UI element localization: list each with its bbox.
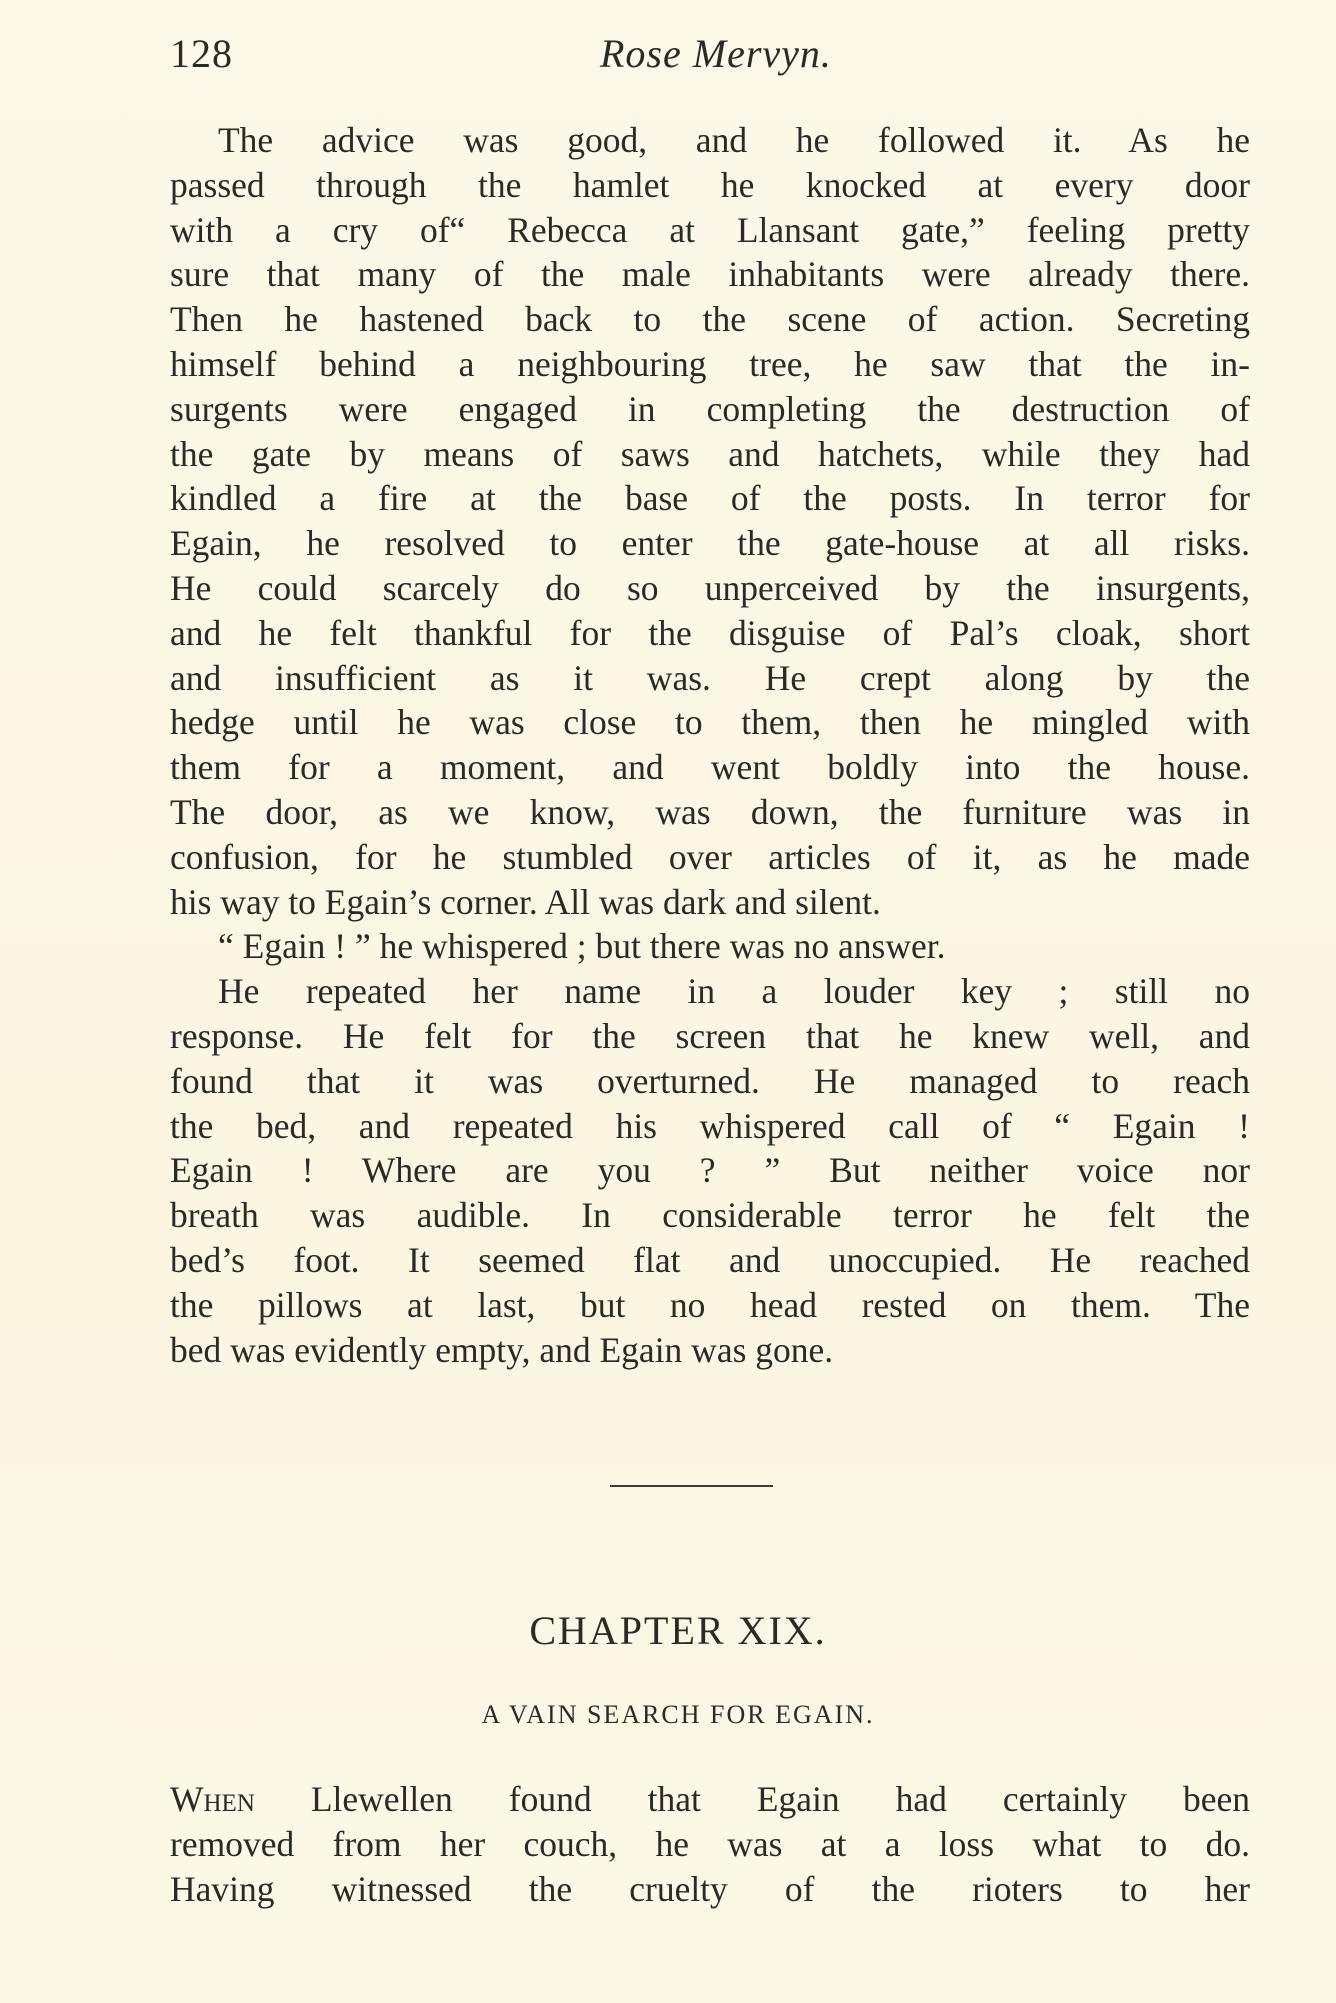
text-line: The door, as we know, was down, the furniture was in bbox=[170, 791, 1250, 832]
text-line: the pillows at last, but no head rested on them. The bbox=[170, 1284, 1250, 1325]
first-line-rest: Llewellen found that Egain had certainly been bbox=[254, 1779, 1250, 1819]
text-line: Egain, he resolved to enter the gate-house at all risks. bbox=[170, 523, 1250, 564]
text-line: Egain ! Where are you ? ” But neither voice nor bbox=[170, 1150, 1250, 1191]
page-header bbox=[170, 30, 1250, 90]
running-head: Rose Mervyn. bbox=[600, 31, 832, 76]
text-line: The advice was good, and he followed it. As he bbox=[218, 120, 1250, 160]
passage-text bbox=[170, 118, 1250, 1372]
text-line: confusion, for he stumbled over articles of it, as he made bbox=[170, 836, 1250, 877]
chapter-title: CHAPTER XIX. bbox=[529, 1608, 827, 1653]
chapter-lead-word: When bbox=[170, 1779, 255, 1819]
chapter-subtitle: A VAIN SEARCH FOR EGAIN. bbox=[481, 1700, 875, 1729]
text-line: breath was audible. In considerable terror he felt the bbox=[170, 1195, 1250, 1236]
text-line: He repeated her name in a louder key ; still no bbox=[218, 971, 1250, 1012]
text-line: removed from her couch, he was at a loss what to do. bbox=[170, 1823, 1250, 1864]
text-line: Then he hastened back to the scene of action. Secreting bbox=[170, 299, 1250, 340]
text-line: passed through the hamlet he knocked at every door bbox=[170, 164, 1250, 205]
text-line: with a cry of“ Rebecca at Llansant gate,” feeling pretty bbox=[170, 209, 1250, 250]
text-line: Having witnessed the cruelty of the rioters to her bbox=[170, 1868, 1250, 1909]
text-line: himself behind a neighbouring tree, he saw that the in- bbox=[170, 343, 1250, 384]
text-line: the gate by means of saws and hatchets, while they had bbox=[170, 433, 1250, 474]
text-line: response. He felt for the screen that he knew well, and bbox=[170, 1015, 1250, 1056]
text-line: He could scarcely do so unperceived by the insurgents, bbox=[170, 567, 1250, 608]
text-line: bed was evidently empty, and Egain was gone. bbox=[170, 1329, 834, 1370]
text-line: found that it was overturned. He managed to reach bbox=[170, 1060, 1250, 1101]
text-line: sure that many of the male inhabitants were already there. bbox=[170, 254, 1250, 295]
text-line: surgents were engaged in completing the destruction of bbox=[170, 388, 1250, 429]
text-line: “ Egain ! ” he whispered ; but there was no answer. bbox=[218, 926, 946, 967]
text-line-first bbox=[170, 1777, 1250, 1822]
text-line: and he felt thankful for the disguise of Pal’s cloak, short bbox=[170, 612, 1250, 653]
text-line: and insufficient as it was. He crept along by the bbox=[170, 657, 1250, 698]
text-line: the bed, and repeated his whispered call of “ Egain ! bbox=[170, 1105, 1250, 1146]
text-line: kindled a fire at the base of the posts. In terror for bbox=[170, 478, 1250, 519]
section-divider bbox=[610, 1485, 773, 1487]
text-line: his way to Egain’s corner. All was dark and silent. bbox=[170, 881, 881, 922]
text-line: hedge until he was close to them, then he mingled with bbox=[170, 702, 1250, 743]
text-line: bed’s foot. It seemed flat and unoccupied. He reached bbox=[170, 1239, 1250, 1280]
page-number: 128 bbox=[170, 31, 233, 76]
text-line: them for a moment, and went boldly into the house. bbox=[170, 747, 1250, 788]
chapter-opening-text bbox=[170, 1777, 1250, 1911]
